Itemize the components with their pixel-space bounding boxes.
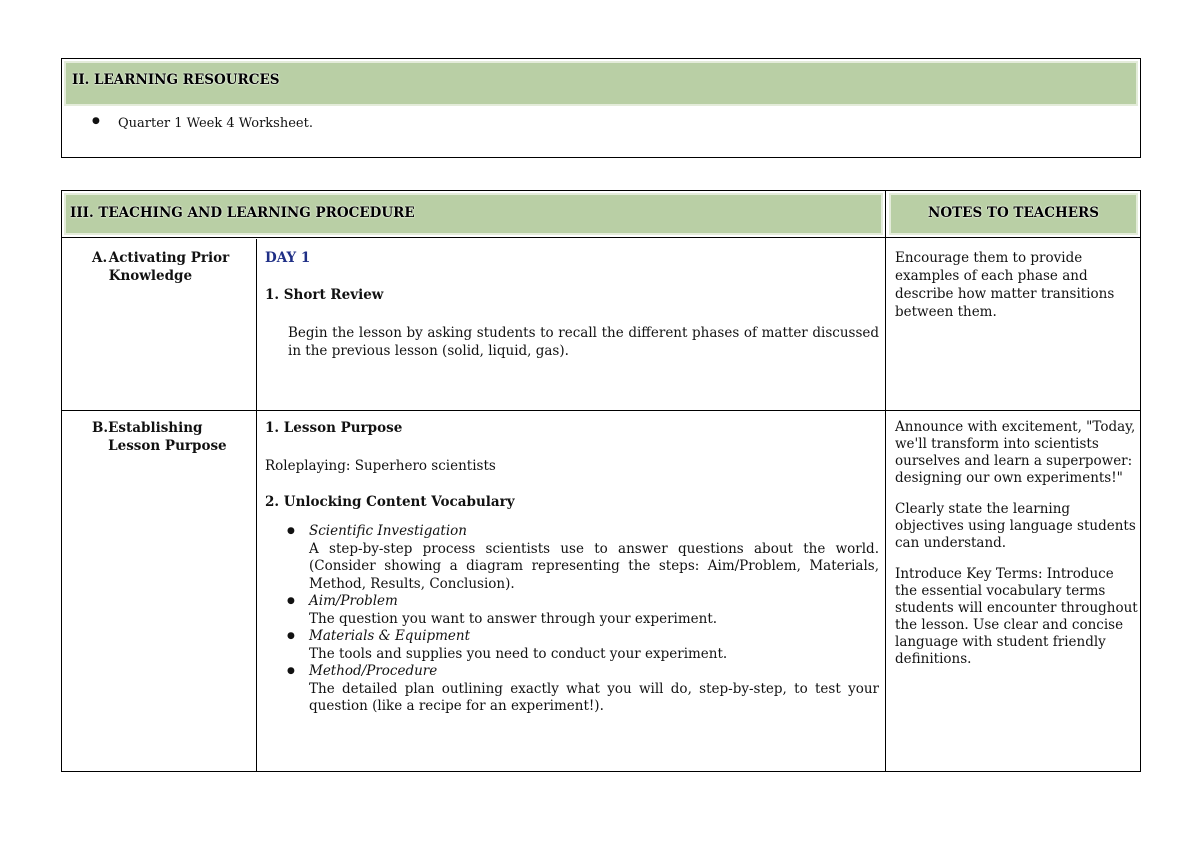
step-title: 1. Short Review (265, 287, 384, 303)
row-b-label: B. Establishing Lesson Purpose (92, 420, 227, 454)
list-item: ● Quarter 1 Week 4 Worksheet. (118, 116, 313, 131)
learning-resources-section (61, 58, 1141, 158)
roleplay-text: Roleplaying: Superhero scientists (265, 458, 496, 474)
note-paragraph: Announce with excitement, "Today, we'll transform into scientists ourselves and learn a superpower: designing our own experiments!" (895, 419, 1136, 486)
step-title: 1. Lesson Purpose (265, 420, 403, 436)
learning-resources-header: II. LEARNING RESOURCES (64, 61, 1138, 106)
row-b-content (265, 419, 879, 716)
list-item: ● Materials & Equipment The tools and supplies you need to conduct your experiment. (283, 628, 879, 663)
list-item: ● Scientific Investigation A step-by-step process scientists use to answer questions about the world. (Consider showing a diagram representing the steps: Aim/Problem, Materials, Method, Results, Conclusion). (283, 523, 879, 593)
step-text: Begin the lesson by asking students to recall the different phases of matter discussed in the previous lesson (solid, liquid, gas). (288, 325, 879, 359)
column-divider (885, 191, 886, 771)
column-divider (256, 239, 257, 771)
procedure-table (61, 190, 1141, 772)
row-divider (62, 237, 1140, 238)
row-a-content (265, 249, 879, 360)
row-a-label: A. Activating Prior Knowledge (92, 250, 230, 284)
row-divider (62, 410, 1140, 411)
resources-list (62, 116, 313, 131)
vocabulary-list (283, 523, 879, 716)
note-paragraph: Clearly state the learning objectives using language students can understand. (895, 501, 1136, 551)
list-item: ● Method/Procedure The detailed plan outlining exactly what you will do, step-by-step, to test your question (like a recipe for an experiment!). (283, 663, 879, 716)
list-item: ● Aim/Problem The question you want to answer through your experiment. (283, 593, 879, 628)
note-paragraph: Introduce Key Terms: Introduce the essential vocabulary terms students will encounter throughout the lesson. Use clear and concise language with student friendly definitions. (895, 566, 1138, 667)
row-b-notes (895, 419, 1139, 682)
procedure-header: III. TEACHING AND LEARNING PROCEDURE (64, 193, 883, 235)
notes-header: NOTES TO TEACHERS (889, 193, 1138, 235)
step-title: 2. Unlocking Content Vocabulary (265, 494, 515, 510)
row-a-note: Encourage them to provide examples of each phase and describe how matter transitions between them. (895, 250, 1115, 320)
day-label: DAY 1 (265, 250, 311, 266)
